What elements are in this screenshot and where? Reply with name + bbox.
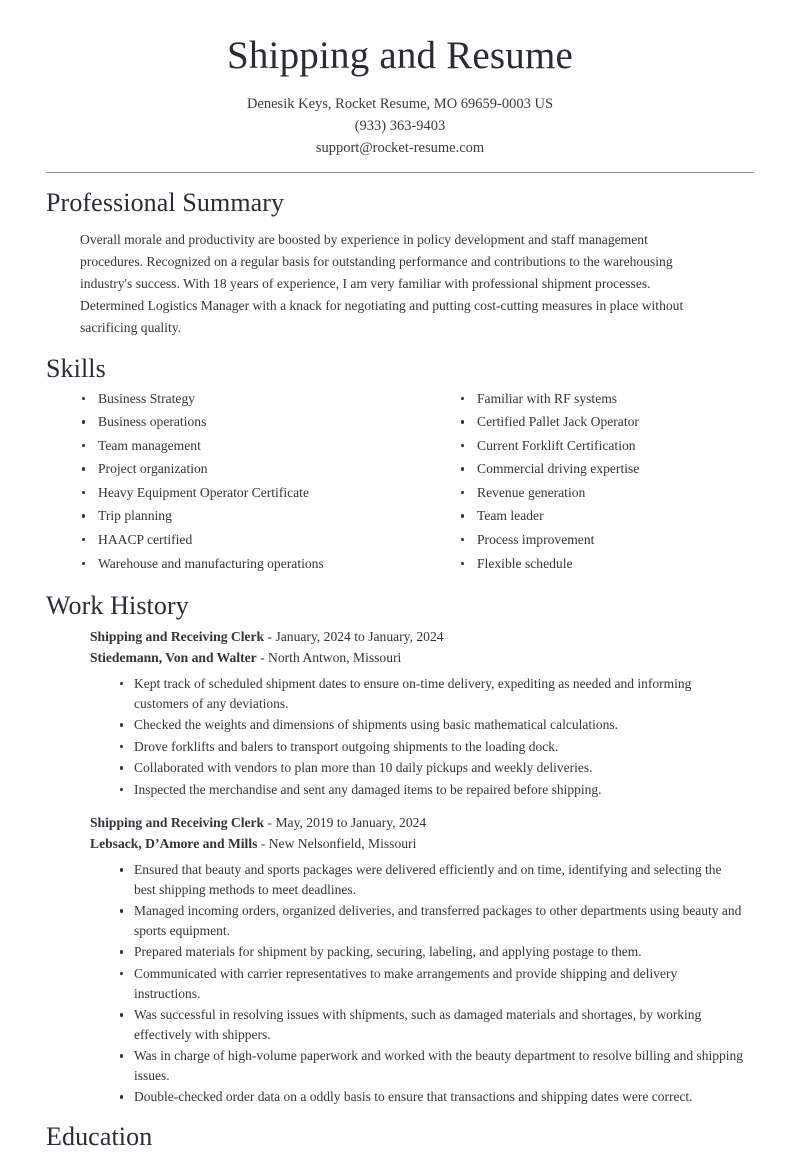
section-professional-summary — [46, 187, 754, 338]
job-title-line: Shipping and Receiving Clerk - May, 2019 to January, 2024 — [90, 815, 427, 831]
skill-item: Business operations — [80, 413, 417, 431]
section-heading-summary: Professional Summary — [46, 188, 285, 218]
skill-item: Trip planning — [80, 507, 417, 525]
summary-body — [46, 229, 754, 339]
job-title: Shipping and Receiving Clerk — [90, 815, 265, 831]
job-title: Shipping and Receiving Clerk — [90, 629, 265, 645]
summary-text: Overall morale and productivity are boosted by experience in policy development and staff management procedures. Recognized on a regular basis for outstanding performance and contributions to the warehousing industry's success. With 18 years of experience, I am very familiar with professional shipment processes. Determined Logistics Manager with a knack for negotiating and putting cost-cutting measures in place without sacrificing quality. — [80, 231, 684, 335]
header-divider — [46, 172, 754, 173]
job-bullet: Drove forklifts and balers to transport outgoing shipments to the loading dock. — [118, 737, 744, 757]
section-education — [46, 1121, 754, 1152]
skills-list-left — [80, 390, 417, 573]
skill-item: Business Strategy — [80, 390, 417, 408]
section-heading-education: Education — [46, 1121, 153, 1151]
job-company: Lebsack, D’Amore and Mills — [90, 835, 258, 851]
job-dates: May, 2019 to January, 2024 — [275, 815, 427, 831]
skills-list-right — [459, 390, 754, 573]
skill-item: Revenue generation — [459, 484, 754, 502]
job-bullet: Collaborated with vendors to plan more than 10 daily pickups and weekly deliveries. — [118, 758, 744, 778]
job-bullet-list — [90, 860, 754, 1107]
skill-item: Certified Pallet Jack Operator — [459, 413, 754, 431]
job-company: Stiedemann, Von and Walter — [90, 649, 257, 665]
job-bullet: Checked the weights and dimensions of shipments using basic mathematical calculations. — [118, 715, 744, 735]
skill-item: Heavy Equipment Operator Certificate — [80, 484, 417, 502]
skill-item: Team leader — [459, 507, 754, 525]
job-bullet: Prepared materials for shipment by packing, securing, labeling, and applying postage to them. — [118, 942, 744, 962]
skill-item: Project organization — [80, 460, 417, 478]
skill-item: Familiar with RF systems — [459, 390, 754, 408]
work-history-entry — [46, 813, 754, 1107]
job-company-line: Stiedemann, Von and Walter - North Antwon, Missouri — [90, 649, 402, 665]
job-bullet: Inspected the merchandise and sent any damaged items to be repaired before shipping. — [118, 780, 744, 800]
section-heading-skills: Skills — [46, 353, 106, 383]
page-title: Shipping and Resume — [226, 34, 574, 77]
job-bullet: Was successful in resolving issues with shipments, such as damaged materials and shortages, by working effectively with shippers. — [118, 1005, 744, 1044]
skill-item: Flexible schedule — [459, 555, 754, 573]
job-location: North Antwon, Missouri — [268, 649, 402, 665]
skills-columns — [46, 390, 754, 578]
contact-email: support@rocket-resume.com — [315, 140, 485, 157]
skill-item: HAACP certified — [80, 531, 417, 549]
section-work-history — [46, 590, 754, 1107]
job-bullet: Managed incoming orders, organized deliveries, and transferred packages to other departments using beauty and sports equipment. — [118, 901, 744, 940]
job-location: New Nelsonfield, Missouri — [268, 835, 417, 851]
job-bullet-list — [90, 674, 754, 799]
resume-header — [46, 0, 754, 159]
skill-item: Warehouse and manufacturing operations — [80, 555, 417, 573]
job-dates: January, 2024 to January, 2024 — [275, 629, 444, 645]
contact-address: Denesik Keys, Rocket Resume, MO 69659-0003 US — [246, 95, 554, 112]
section-skills — [46, 353, 754, 578]
job-bullet: Kept track of scheduled shipment dates to ensure on-time delivery, expediting as needed and informing customers of any deviations. — [118, 674, 744, 713]
skill-item: Process improvement — [459, 531, 754, 549]
skills-column-right — [417, 390, 754, 578]
skills-column-left — [80, 390, 417, 578]
work-history-entry — [46, 627, 754, 799]
section-heading-work-history: Work History — [46, 591, 189, 621]
job-bullet: Was in charge of high-volume paperwork and worked with the beauty department to resolve billing and shipping issues. — [118, 1046, 744, 1085]
job-title-line: Shipping and Receiving Clerk - January, 2024 to January, 2024 — [90, 629, 444, 645]
job-bullet: Communicated with carrier representatives to make arrangements and provide shipping and delivery instructions. — [118, 964, 744, 1003]
contact-phone: (933) 363-9403 — [354, 118, 446, 135]
job-bullet: Ensured that beauty and sports packages were delivered efficiently and on time, identifying and selecting the best shipping methods to meet deadlines. — [118, 860, 744, 899]
job-company-line: Lebsack, D’Amore and Mills - New Nelsonfield, Missouri — [90, 835, 417, 851]
skill-item: Commercial driving expertise — [459, 460, 754, 478]
skill-item: Current Forklift Certification — [459, 437, 754, 455]
job-bullet: Double-checked order data on a oddly basis to ensure that transactions and shipping dates were correct. — [118, 1087, 744, 1107]
skill-item: Team management — [80, 437, 417, 455]
